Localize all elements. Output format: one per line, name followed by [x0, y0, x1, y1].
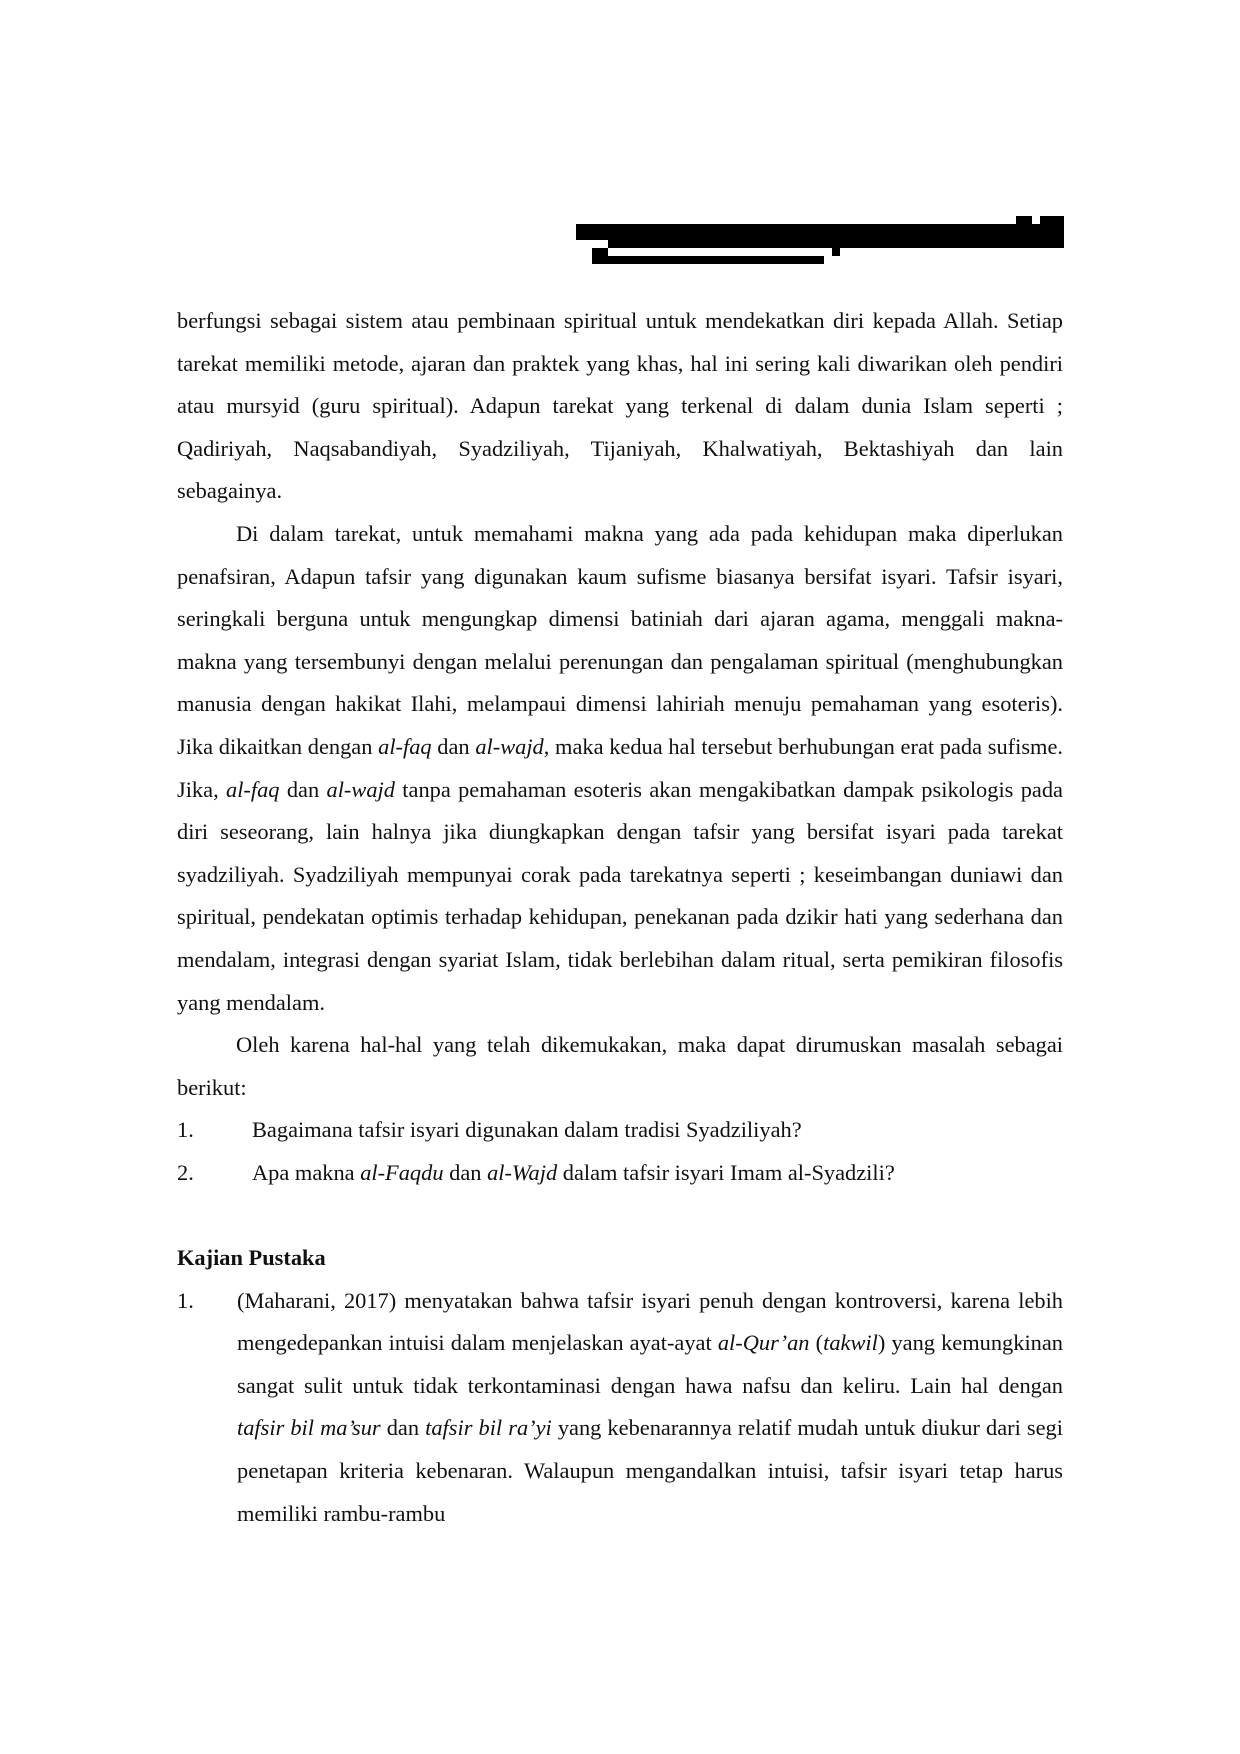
paragraph-1-text: berfungsi sebagai sistem atau pembinaan spiritual untuk mendekatkan diri kepada Allah. Setiap tarekat memiliki metode, ajaran dan praktek yang khas, hal ini sering kali diwarikan oleh pendiri atau mursyid (guru spiritual). Adapun tarekat yang terkenal di dalam dunia Islam seperti ; Qadiriyah, Naqsabandiyah, Syadziliyah, Tijaniyah, Khalwatiyah, Bektashiyah dan lain sebagainya. — [177, 308, 1063, 504]
p2-text-2: dan — [431, 733, 476, 759]
term-al-faq-2: al-faq — [226, 776, 280, 802]
section-heading: Kajian Pustaka — [177, 1245, 326, 1271]
term-al-faq: al-faq — [378, 733, 432, 759]
ref-text-4: dan — [380, 1415, 426, 1441]
question-item-1 — [177, 1109, 1063, 1152]
ref-text-3: ) yang kemungkinan sangat sulit untuk tidak terkontaminasi dengan hawa nafsu dan keliru. Lain hal dengan — [237, 1330, 1063, 1398]
body-text — [177, 300, 1063, 1535]
spacer — [177, 1194, 1063, 1237]
redacted-header — [576, 216, 1064, 264]
term-tafsir-bil-masur: tafsir bil ma’sur — [237, 1415, 381, 1441]
reference-item-1 — [177, 1280, 1063, 1536]
p2-text-1: Di dalam tarekat, untuk memahami makna yang ada pada kehidupan maka diperlukan penafsiran, Adapun tafsir yang digunakan kaum sufisme biasanya bersifat isyari. Tafsir isyari, seringkali berguna untuk mengungkap dimensi batiniah dari ajaran agama, menggali makna-makna yang tersembunyi dengan melalui perenungan dan pengalaman spiritual (menghubungkan manusia dengan hakikat Ilahi, melampaui dimensi lahiriah menuju pemahaman yang esoteris). Jika dikaitkan dengan — [177, 520, 1063, 759]
p2-text-3: , maka kedua hal tersebut berhubungan erat pada sufisme. Jika, — [177, 733, 1064, 802]
term-al-quran: al-Qur’an — [717, 1330, 810, 1356]
ref-text-1: (Maharani, 2017) menyatakan bahwa tafsir isyari penuh dengan kontroversi, karena lebih mengedepankan intuisi dalam menjelaskan ayat-ayat — [237, 1287, 1063, 1356]
reference-number: 1. — [177, 1287, 194, 1313]
term-al-wajd-q: al-Wajd — [487, 1159, 558, 1185]
paragraph-2 — [177, 513, 1063, 1024]
q2-pre: Apa makna — [252, 1159, 361, 1185]
paragraph-1 — [177, 300, 1063, 513]
term-takwil: takwil — [823, 1330, 878, 1356]
q2-post: dalam tafsir isyari Imam al-Syadzili? — [557, 1159, 895, 1185]
term-al-wajd-2: al-wajd — [326, 776, 395, 802]
question-text — [252, 1109, 1063, 1152]
question-number: 1. — [177, 1117, 194, 1143]
question-number: 2. — [177, 1159, 194, 1185]
reference-text — [237, 1280, 1063, 1536]
term-al-faqdu: al-Faqdu — [360, 1159, 444, 1185]
p2-text-5: tanpa pemahaman esoteris akan mengakibatkan dampak psikologis pada diri seseorang, lain halnya jika diungkapkan dengan tafsir yang bersifat isyari pada tarekat syadziliyah. Syadziliyah mempunyai corak pada tarekatnya seperti ; keseimbangan duniawi dan spiritual, pendekatan optimis terhadap kehidupan, penekanan pada dzikir hati yang sederhana dan mendalam, integrasi dengan syariat Islam, tidak berlebihan dalam ritual, serta pemikiran filosofis yang mendalam. — [177, 776, 1063, 1015]
question-item-2 — [177, 1152, 1063, 1195]
ref-text-5: yang kebenarannya relatif mudah untuk diukur dari segi penetapan kriteria kebenaran. Walaupun mengandalkan intuisi, tafsir isyari tetap harus memiliki rambu-rambu — [237, 1415, 1063, 1526]
question-text — [252, 1152, 1063, 1195]
q2-mid: dan — [443, 1159, 488, 1185]
term-al-wajd: al-wajd — [475, 733, 544, 759]
term-tafsir-bil-rayi: tafsir bil ra’yi — [425, 1415, 552, 1441]
question-1-text: Bagaimana tafsir isyari digunakan dalam tradisi Syadziliyah? — [252, 1117, 802, 1143]
ref-text-2: ( — [809, 1330, 824, 1356]
p2-text-4: dan — [279, 776, 327, 802]
paragraph-3: Oleh karena hal-hal yang telah dikemukakan, maka dapat dirumuskan masalah sebagai berikut: — [177, 1032, 1063, 1100]
